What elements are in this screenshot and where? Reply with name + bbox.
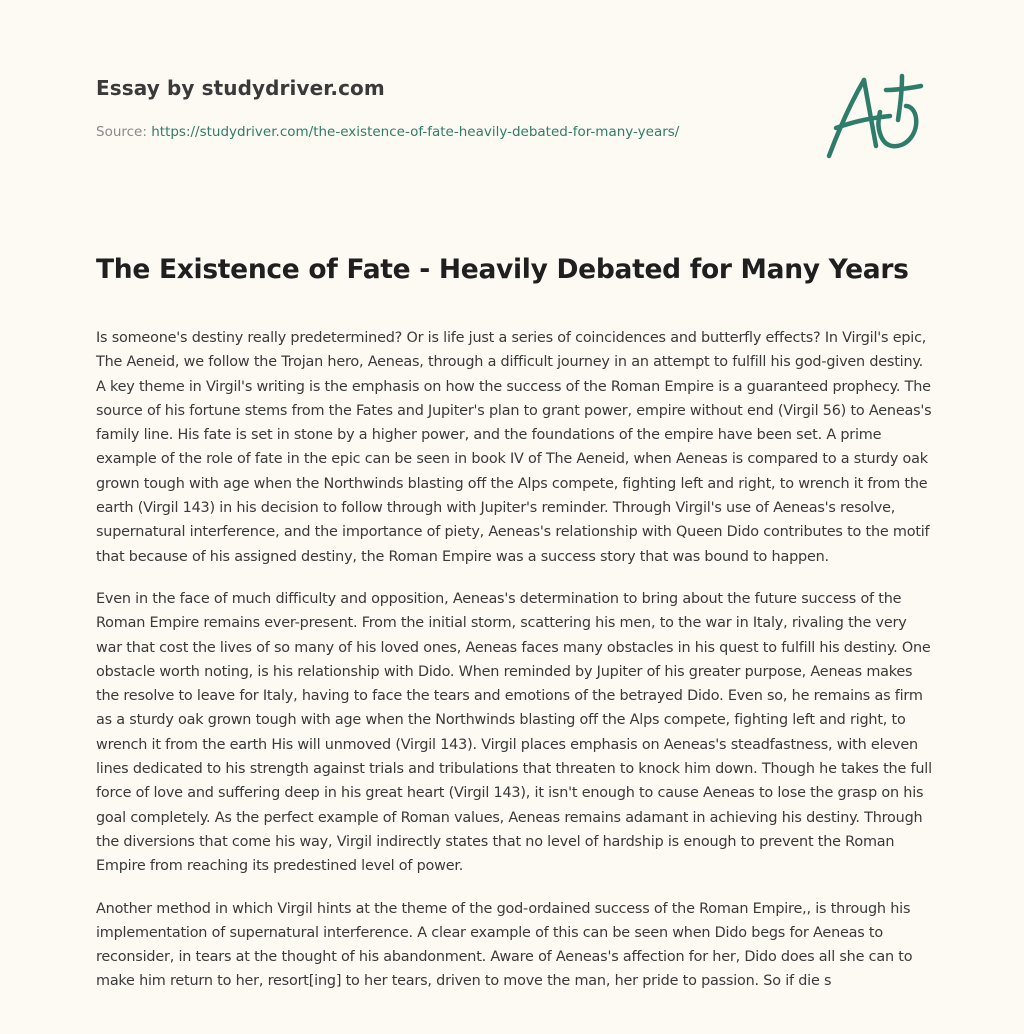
paragraph: Even in the face of much difficulty and opposition, Aeneas's determination to bring about the future success of the Roman Empire remains ever-present. From the initial storm, scattering his men, to the war in Italy, rivaling the very war that cost the lives of so many of his loved ones, Aeneas faces many obstacles in his quest to fulfill his destiny. One obstacle worth noting, is his relationship with Dido. When reminded by Jupiter of his greater purpose, Aeneas makes the resolve to leave for Italy, having to face the tears and emotions of the betrayed Dido. Even so, he remains as firm as a sturdy oak grown tough with age when the Northwinds blasting off the Alps compete, fighting left and right, to wrench it from the earth His will unmoved (Virgil 143). Virgil places emphasis on Aeneas's steadfastness, with eleven lines dedicated to his strength against trials and tribulations that threaten to knock him down. Though he takes the full force of love and suffering deep in his great heart (Virgil 143), it isn't enough to cause Aeneas to lose the grasp on his goal completely. As the perfect example of Roman values, Aeneas remains adamant in achieving his destiny. Through the diversions that come his way, Virgil indirectly states that no level of hardship is enough to prevent the Roman Empire from reaching its predestined level of power. [96, 590, 932, 875]
source-link[interactable]: https://studydriver.com/the-existence-of-fate-heavily-debated-for-many-years/ [151, 124, 680, 140]
essay-body [96, 326, 932, 1012]
paragraph: Is someone's destiny really predetermined? Or is life just a series of coincidences and butterfly effects? In Virgil's epic, The Aeneid, we follow the Trojan hero, Aeneas, through a difficult journey in an attempt to fulfill his god-given destiny. A key theme in Virgil's writing is the emphasis on how the success of the Roman Empire is a guaranteed prophecy. The source of his fortune stems from the Fates and Jupiter's plan to grant power, empire without end (Virgil 56) to Aeneas's family line. His fate is set in stone by a higher power, and the foundations of the empire have been set. A prime example of the role of fate in the epic can be seen in book IV of The Aeneid, when Aeneas is compared to a sturdy oak grown tough with age when the Northwinds blasting off the Alps compete, fighting left and right, to wrench it from the earth (Virgil 143) in his decision to follow through with Jupiter's reminder. Through Virgil's use of Aeneas's resolve, supernatural interference, and the importance of piety, Aeneas's relationship with Queen Dido contributes to the motif that because of his assigned destiny, the Roman Empire was a success story that was bound to happen. [96, 330, 932, 565]
essay-header [96, 76, 796, 140]
source-line [96, 124, 796, 140]
a-plus-logo-icon [820, 68, 928, 164]
paragraph: Another method in which Virgil hints at the theme of the god-ordained success of the Roman Empire,, is through his implementation of supernatural interference. A clear example of this can be seen when Dido begs for Aeneas to reconsider, in tears at the thought of his abandonment. Aware of Aeneas's affection for her, Dido does all she can to make him return to her, resort[ing] to her tears, driven to move the man, her pride to passion. So if die s [96, 900, 913, 990]
source-label: Source: [96, 124, 152, 140]
essay-title: The Existence of Fate - Heavily Debated for Many Years [96, 254, 909, 285]
site-brand: Essay by studydriver.com [96, 76, 385, 100]
